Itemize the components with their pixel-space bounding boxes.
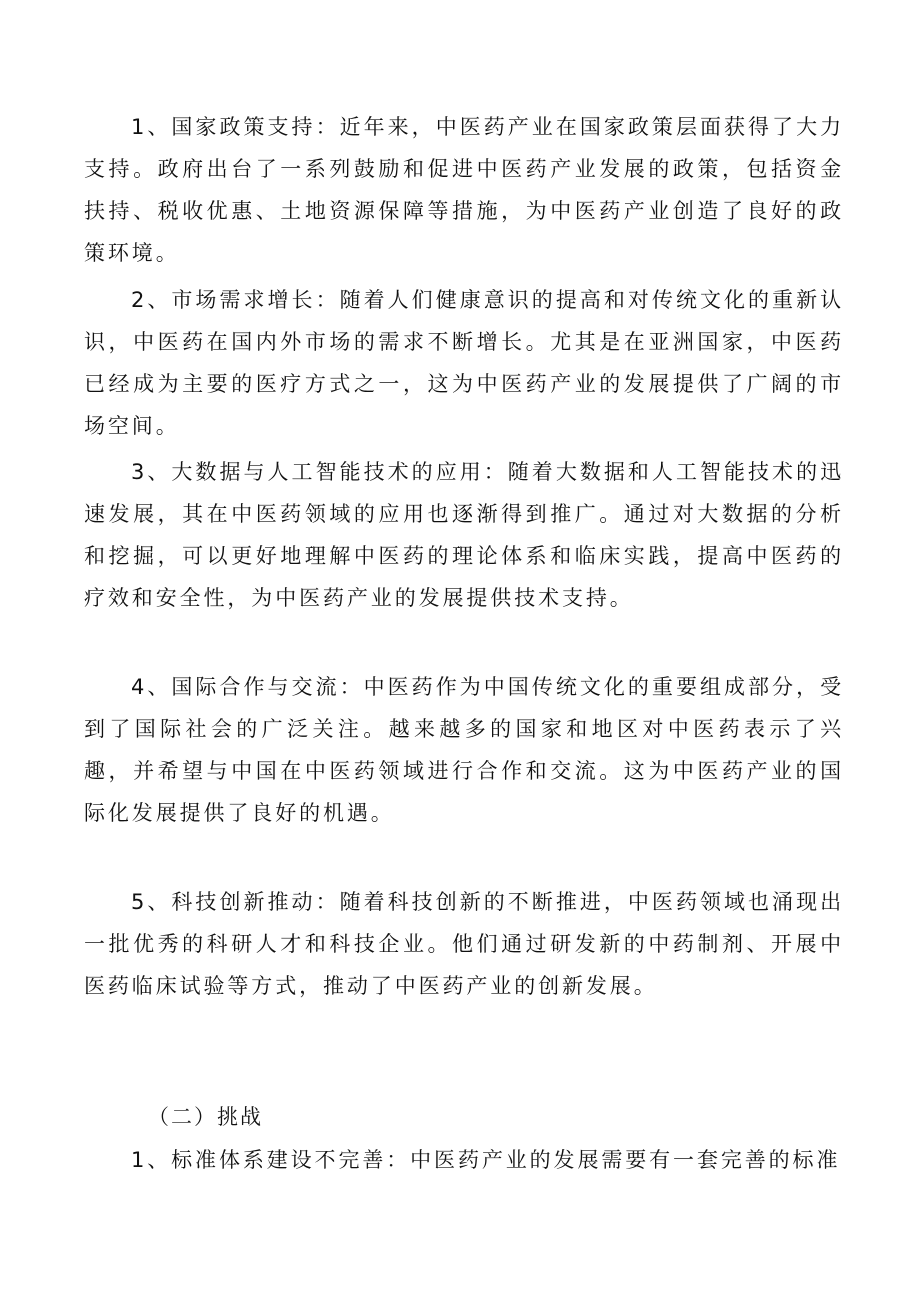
paragraph-tech-innovation: 5、科技创新推动：随着科技创新的不断推进，中医药领域也涌现出一批优秀的科研人才和科技企业。他们通过研发新的中药制剂、开展中医药临床试验等方式，推动了中医药产业的创新发展。 xyxy=(84,890,844,998)
paragraph-policy-support: 1、国家政策支持：近年来，中医药产业在国家政策层面获得了大力支持。政府出台了一系列鼓励和促进中医药产业发展的政策，包括资金扶持、税收优惠、土地资源保障等措施，为中医药产业创造了良好的政策环境。 xyxy=(84,115,844,265)
paragraph-international-cooperation: 4、国际合作与交流：中医药作为中国传统文化的重要组成部分，受到了国际社会的广泛关注。越来越多的国家和地区对中医药表示了兴趣，并希望与中国在中医药领域进行合作和交流。这为中医药产业的国际化发展提供了良好的机遇。 xyxy=(84,675,844,825)
paragraph-standard-system: 1、标准体系建设不完善：中医药产业的发展需要有一套完善的标准 xyxy=(131,1148,841,1172)
paragraph-market-demand: 2、市场需求增长：随着人们健康意识的提高和对传统文化的重新认识，中医药在国内外市场的需求不断增长。尤其是在亚洲国家，中医药已经成为主要的医疗方式之一，这为中医药产业的发展提供了广阔的市场空间。 xyxy=(84,288,844,438)
section-heading-challenges: （二）挑战 xyxy=(148,1105,263,1129)
paragraph-big-data-ai: 3、大数据与人工智能技术的应用：随着大数据和人工智能技术的迅速发展，其在中医药领域的应用也逐渐得到推广。通过对大数据的分析和挖掘，可以更好地理解中医药的理论体系和临床实践，提高中医药的疗效和安全性，为中医药产业的发展提供技术支持。 xyxy=(84,460,844,610)
